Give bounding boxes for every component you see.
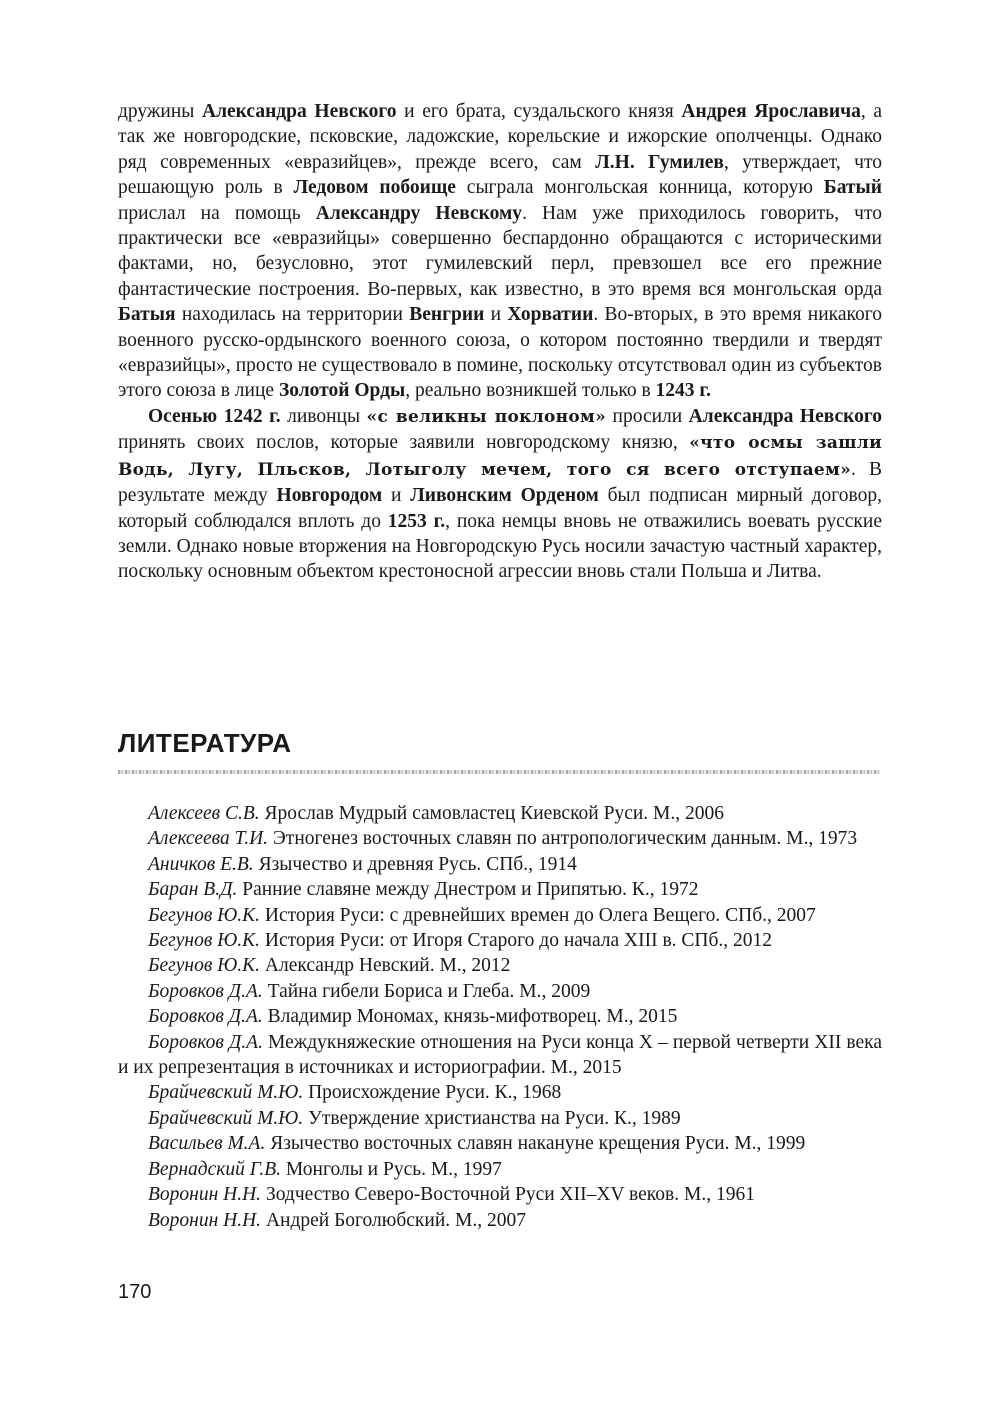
bibliography-title: История Руси: с древнейших времен до Олега Вещего. СПб., 2007 (260, 904, 816, 926)
bibliography-author: Баран В.Д. (148, 879, 238, 901)
text-run: . В результате между (118, 458, 882, 507)
text-run: и (382, 485, 411, 507)
old-russian-quote: «что осмы зашли Водь, Лугу, Пльсков, Лотыголу мечем, того ся всего отступаем» (118, 433, 882, 480)
bibliography-entry (118, 1182, 882, 1207)
bold-term: Осенью 1242 г. (148, 405, 281, 427)
bibliography-title: Зодчество Северо-Восточной Руси XII–XV веков. М., 1961 (261, 1184, 755, 1206)
bibliography-entry (118, 979, 882, 1004)
page-number: 170 (118, 1281, 152, 1303)
text-run: . Нам уже приходилось говорить, что практически все «евразийцы» совершенно беспардонно обращаются с историческими фактами, но, безусловно, этот гумилевский перл, превзошел все его прежние фантастические построения. Во-первых, как известно, в это время вся монгольская орда (118, 202, 882, 300)
bibliography-author: Аничков Е.В. (148, 853, 254, 875)
bibliography-entry (118, 801, 882, 826)
text-run: ливонцы (280, 405, 367, 427)
bibliography-entry (118, 1106, 882, 1131)
bibliography-title: Язычество и древняя Русь. СПб., 1914 (253, 853, 577, 875)
bibliography-title: Происхождение Руси. К., 1968 (303, 1082, 562, 1104)
bibliography-entry (118, 1131, 882, 1156)
bibliography-entry (118, 953, 882, 978)
bibliography-author: Боровков Д.А. (148, 1031, 263, 1053)
bibliography-entry (118, 877, 882, 902)
text-run: прислал на помощь (118, 202, 316, 224)
bibliography-author: Вернадский Г.В. (148, 1158, 282, 1180)
bold-term: Андрея Ярославича (681, 101, 861, 122)
bold-term: 1253 г. (387, 510, 446, 532)
bibliography-title: Ранние славяне между Днестром и Припятью. К., 1972 (237, 879, 699, 901)
bibliography-author: Боровков Д.А. (148, 1006, 263, 1028)
heading-underline (118, 770, 880, 774)
bold-term: Ледовом побоище (293, 177, 456, 199)
text-run: был подписан мирный договор, который соблюдался вплоть до (118, 485, 883, 532)
paragraph-2 (118, 404, 882, 585)
text-run: дружины (118, 101, 202, 122)
bold-term: Венгрии (409, 304, 485, 326)
bibliography-title: Утверждение христианства на Руси. К., 1989 (303, 1107, 681, 1129)
bold-term: Батыя (118, 304, 176, 326)
old-russian-quote: «с великны поклоном» (366, 406, 607, 427)
bibliography-title: История Руси: от Игоря Старого до начала XIII в. СПб., 2012 (260, 930, 773, 952)
bibliography-author: Бегунов Ю.К. (148, 955, 261, 977)
text-run: , реально возникшей только в (405, 380, 656, 402)
bibliography-list (118, 801, 882, 1233)
bibliography-author: Боровков Д.А. (148, 980, 263, 1002)
bibliography-title: Этногенез восточных славян по антропологическим данным. М., 1973 (268, 828, 858, 850)
bibliography-author: Брайчевский М.Ю. (148, 1082, 304, 1104)
bold-term: Александра Невского (202, 101, 397, 122)
bold-term: Л.Н. Гумилев (595, 151, 724, 173)
bibliography-author: Васильев М.А. (148, 1133, 266, 1155)
bibliography-entry (118, 826, 882, 851)
bold-term: 1243 г. (655, 380, 711, 402)
bibliography-title: Андрей Боголюбский. М., 2007 (261, 1209, 526, 1231)
text-run: , утверждает, что решающую роль в (118, 151, 883, 199)
text-run: , а так же новгородские, псковские, ладожские, корельские и ижорские ополченцы. Однако ряд современных «евразийцев», прежде всего, сам (118, 101, 883, 173)
text-run: сыграла монгольская конница, которую (455, 177, 824, 199)
bibliography-title: Ярослав Мудрый самовластец Киевской Руси. М., 2006 (259, 803, 725, 824)
section-heading: ЛИТЕРАТУРА (118, 728, 292, 758)
bibliography-author: Бегунов Ю.К. (148, 930, 261, 952)
bibliography-author: Алексеев С.В. (148, 803, 260, 824)
bold-term: Александру Невскому (315, 202, 523, 224)
text-run: принять своих послов, которые заявили новгородскому князю, (118, 432, 690, 454)
bibliography-entry (118, 903, 882, 928)
bibliography-entry (118, 852, 882, 877)
bibliography-title: Владимир Мономах, князь-мифотворец. М., 2015 (262, 1006, 678, 1028)
text-run: и (484, 304, 508, 326)
bibliography-entry (118, 928, 882, 953)
bibliography-entry (118, 1157, 882, 1182)
bibliography-title: Междукняжеские отношения на Руси конца X – первой четверти XII века и их репрезентация в источниках и историографии. М., 2015 (118, 1031, 882, 1079)
bold-term: Новгородом (276, 485, 383, 507)
bold-term: Хорватии (507, 304, 594, 326)
bibliography-title: Александр Невский. М., 2012 (260, 955, 511, 977)
text-run: находилась на территории (175, 304, 410, 326)
bold-term: Батый (823, 177, 882, 199)
bibliography-author: Брайчевский М.Ю. (148, 1107, 304, 1129)
bibliography-entry (118, 1004, 882, 1029)
bold-term: Золотой Орды (278, 380, 406, 402)
bold-term: Александра Невского (688, 405, 882, 427)
bibliography-entry (118, 1208, 882, 1233)
bibliography-author: Воронин Н.Н. (148, 1184, 262, 1206)
paragraph-1 (118, 99, 882, 404)
bibliography-title: Тайна гибели Бориса и Глеба. М., 2009 (262, 980, 591, 1002)
bibliography-title: Язычество восточных славян накануне крещения Руси. М., 1999 (265, 1133, 806, 1155)
bibliography-title: Монголы и Русь. М., 1997 (281, 1158, 502, 1180)
text-run: , пока немцы вновь не отважились воевать русские земли. Однако новые вторжения на Новгородскую Русь носили зачастую частный характер, поскольку основным объектом крестоносной агрессии вновь стали Польша и Литва. (118, 510, 882, 583)
text-run: . Во-вторых, в это время никакого военного русско-ордынского военного союза, о котором постоянно твердили и твердят «евразийцы», просто не существовало в помине, поскольку отсутствовал один из субъектов этого союза в лице (118, 304, 882, 402)
text-run: просили (606, 405, 689, 427)
bibliography-entry (118, 1030, 882, 1081)
bold-term: Ливонским Орденом (410, 485, 599, 507)
bibliography-author: Бегунов Ю.К. (148, 904, 261, 926)
body-text (118, 99, 882, 585)
bibliography-entry (118, 1080, 882, 1105)
text-run: и его брата, суздальского князя (396, 101, 682, 122)
bibliography-author: Алексеева Т.И. (148, 828, 269, 850)
bibliography-author: Воронин Н.Н. (148, 1209, 262, 1231)
